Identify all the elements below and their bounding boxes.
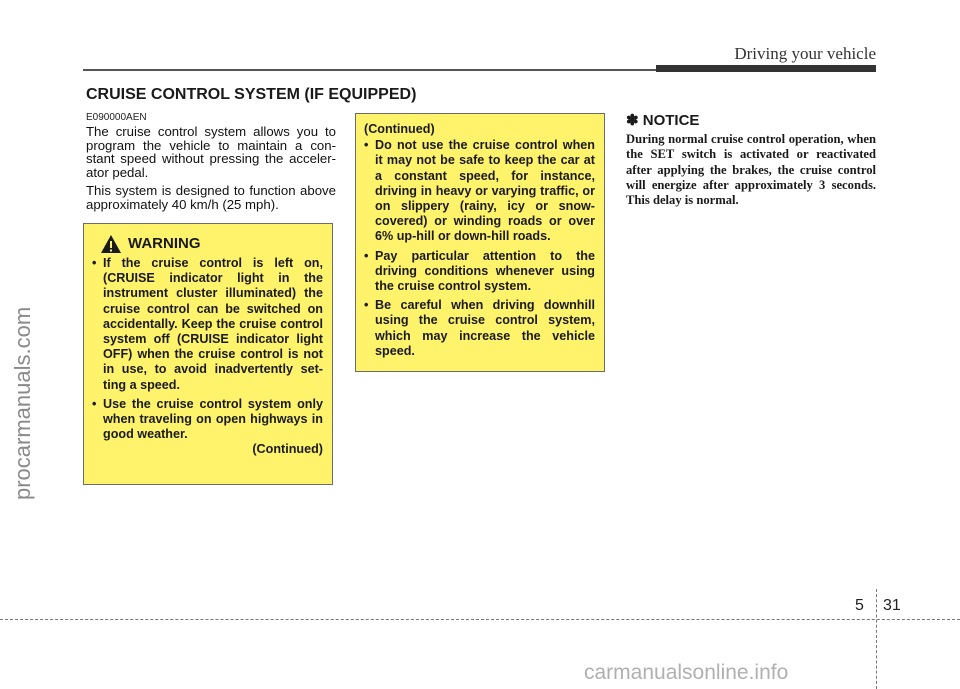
footer-divider [876,589,877,689]
continued-list [364,138,595,359]
warning-item: • Use the cruise control system only when traveling on open highways in good weather. [92,397,323,443]
warning-header [100,234,323,254]
notice-body: During normal cruise control operation, when the SET switch is activated or reactivated after applying the brakes, the cruise control will energize after approximately 3 seconds. This delay is normal. [626,132,876,208]
footer-rule [0,619,960,620]
header-bar [656,65,876,72]
warning-title: WARNING [128,235,201,253]
page-chapter-number: 5 [855,597,864,614]
warning-box [83,223,333,485]
header-rule [83,69,656,71]
notice-title: ✽ NOTICE [626,112,700,129]
continued-item: • Pay particular attention to the driving conditions whenever using the cruise control system. [364,249,595,295]
warning-triangle-icon [100,234,122,254]
bottom-watermark: carmanualsonline.info [584,661,789,684]
side-watermark: procarmanuals.com [10,306,35,500]
continued-item: • Do not use the cruise control when it may not be safe to keep the car at a constant speed, for instance, driving in heavy or varying traffic, or on slippery (rainy, icy or snow-covered) or winding roads or over 6% up-hill or down-hill roads. [364,138,595,244]
warning-continued-label: (Continued) [252,442,323,457]
body-paragraph-1: The cruise control system allows you to program the vehicle to maintain a con-stant speed without pressing the acceler-ator pedal. [86,124,336,180]
continued-item: • Be careful when driving downhill using the cruise control system, which may increase the vehicle speed. [364,298,595,359]
body-text [86,125,336,217]
section-title: CRUISE CONTROL SYSTEM (IF EQUIPPED) [86,86,417,103]
chapter-title: Driving your vehicle [734,44,876,63]
document-code: E090000AEN [86,112,147,123]
warning-list [92,256,323,442]
continued-label: (Continued) [364,122,435,136]
page-number: 31 [883,597,901,614]
warning-item: • If the cruise control is left on, (CRUISE indicator light in the instrument cluster illuminated) the cruise control can be switched on accidentally. Keep the cruise control system off (CRUISE indicator light OFF) when the cruise control is not in use, to avoid inadvertently set-ting a speed. [92,256,323,393]
continued-warning-box [355,113,605,372]
body-paragraph-2: This system is designed to function above approximately 40 km/h (25 mph). [86,183,336,212]
